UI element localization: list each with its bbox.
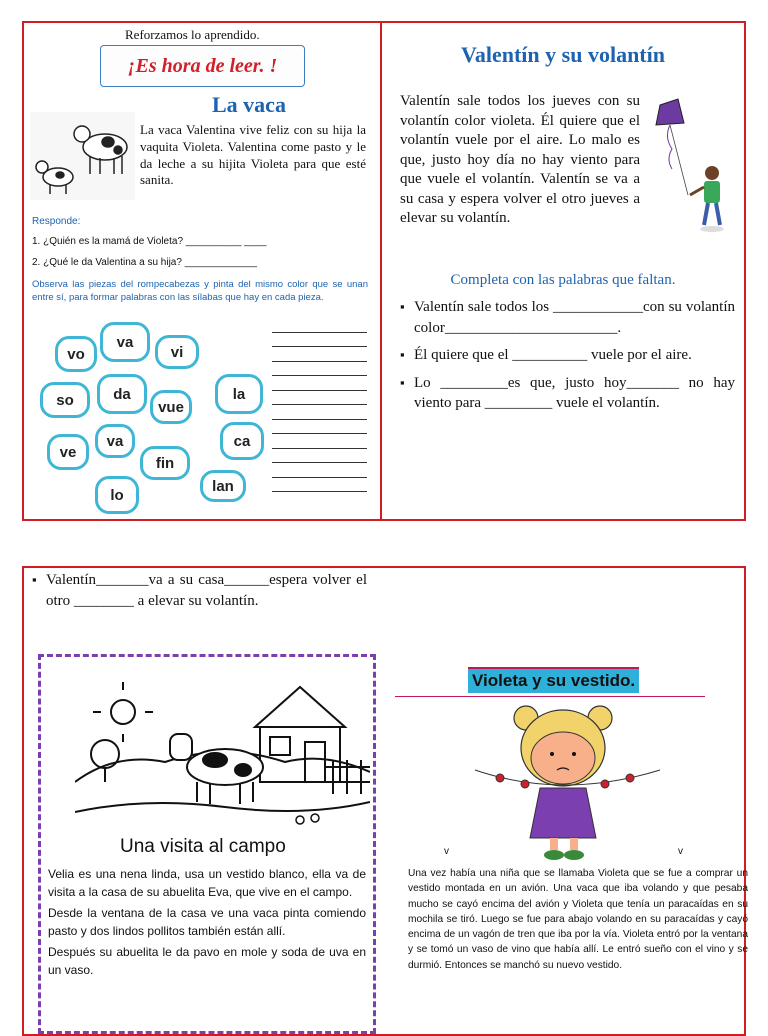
legs-icon <box>544 838 584 860</box>
cow-and-calf-illustration <box>30 112 135 200</box>
story-title-valentin: Valentín y su volantín <box>461 42 665 67</box>
flower-icon <box>296 814 319 824</box>
answer-line[interactable] <box>272 448 367 449</box>
small-mark-left: v <box>444 846 449 857</box>
girl-face-icon <box>531 732 595 784</box>
puzzle-piece[interactable]: ve <box>47 434 89 470</box>
puzzle-piece[interactable]: lan <box>200 470 246 502</box>
answer-line[interactable] <box>272 419 367 420</box>
answer-line[interactable] <box>272 404 367 405</box>
sun-icon <box>93 682 153 742</box>
column-divider <box>380 21 382 521</box>
continued-fill-in-list <box>32 570 367 611</box>
puzzle-piece[interactable]: vue <box>150 390 192 424</box>
question-2: 2. ¿Qué le da Valentina a su hija? _____________ <box>32 257 257 268</box>
story-valentin: Valentín sale todos los jueves con su volantín color violeta. Él quiere que el volantín vuele por el aire. Lo malo es que, justo hoy día no hay viento para que vuele el volantín. Valentín se va a su casa y espera volver el otro jueves a elevar su volantín. <box>400 93 640 226</box>
puzzle-instruction: Observa las piezas del rompecabezas y pinta del mismo color que se unan entre sí, para formar palabras con las sílabas que hay en cada pieza. <box>32 279 368 303</box>
responde-label: Responde: <box>32 216 81 227</box>
tree-icon <box>91 740 119 782</box>
small-mark-right: v <box>678 846 683 857</box>
visit-paragraph: Velia es una nena linda, usa un vestido blanco, ella va de visita a la casa de su abuelita Eva, que vive en el campo. <box>48 867 366 899</box>
completa-instruction: Completa con las palabras que faltan. <box>450 272 676 288</box>
answer-line[interactable] <box>272 491 367 492</box>
violeta-title-rule <box>395 696 705 697</box>
girl-with-heart-garland-illustration <box>470 700 665 865</box>
fill-in-item: ▪ Lo _________es que, justo hoy_______ no hay viento para _________ vuele el volantín. <box>400 373 735 414</box>
answer-line[interactable] <box>272 433 367 434</box>
puzzle-piece[interactable]: va <box>100 322 150 362</box>
puzzle-piece[interactable]: fin <box>140 446 190 480</box>
story-la-vaca: La vaca Valentina vive feliz con su hija la vaquita Violeta. Valentina come pasto y le da leche a su hijita Violeta para que esté sanita. <box>140 122 366 188</box>
puzzle-piece[interactable]: da <box>97 374 147 414</box>
kite-icon <box>656 99 688 195</box>
puzzle-piece[interactable]: so <box>40 382 90 418</box>
dress-icon <box>530 788 596 838</box>
puzzle-piece[interactable]: vi <box>155 335 199 369</box>
visit-title: Una visita al campo <box>120 836 286 857</box>
story-title-la-vaca: La vaca <box>212 92 286 117</box>
answer-line[interactable] <box>272 375 367 376</box>
puzzle-piece[interactable]: ca <box>220 422 264 460</box>
answer-line[interactable] <box>272 477 367 478</box>
puzzle-piece[interactable]: la <box>215 374 263 414</box>
fill-in-item: ▪ Valentín_______va a su casa______espera volver el otro ________ a elevar su volantín. <box>32 570 367 611</box>
answer-line[interactable] <box>272 462 367 463</box>
boy-icon <box>690 166 724 232</box>
violeta-title: Violeta y su vestido. <box>468 667 639 693</box>
banner-scroll <box>100 45 305 87</box>
fill-in-item: ▪ Él quiere que el __________ vuele por el aire. <box>400 345 735 366</box>
cow-icon <box>170 734 263 804</box>
fill-in-item: ▪ Valentín sale todos los ____________con su volantín color_______________________. <box>400 297 735 338</box>
subtitle: Reforzamos lo aprendido. <box>125 27 260 42</box>
puzzle-piece[interactable]: vo <box>55 336 97 372</box>
visit-paragraph: Desde la ventana de la casa ve una vaca pinta comiendo pasto y dos lindos pollitos también están allí. <box>48 906 366 938</box>
visit-paragraph: Después su abuelita le da pavo en mole y soda de uva en un vaso. <box>48 945 366 977</box>
violeta-story: Una vez había una niña que se llamaba Violeta que se fue a comprar un vestido montada en un avión. Una vaca que iba volando y que pesaba mucho se cayó encima del avión y Violeta que tenía un paracaídas en su mochila se tiró. Luego se fue para abajo volando en su paracaídas y cayó encima de un vagón de tren que iba por la vía. Violeta entró por la ventana y se tomó un vaso de vino que había allí. Le entró sueño con el vino y se durmió. Entonces se manchó su nuevo vestido. <box>408 868 748 971</box>
fill-in-list <box>400 297 735 414</box>
puzzle-piece[interactable]: va <box>95 424 135 458</box>
boy-with-kite-illustration <box>640 95 740 245</box>
answer-line[interactable] <box>272 346 367 347</box>
puzzle-piece[interactable]: lo <box>95 476 139 514</box>
answer-line[interactable] <box>272 390 367 391</box>
visit-story <box>48 866 366 979</box>
question-1: 1. ¿Quién es la mamá de Violeta? __________ ____ <box>32 236 267 247</box>
answer-line[interactable] <box>272 361 367 362</box>
answer-line[interactable] <box>272 332 367 333</box>
banner-text: ¡Es hora de leer. ! <box>127 54 278 77</box>
farm-scene-illustration <box>75 672 370 830</box>
fence-icon <box>325 760 370 794</box>
